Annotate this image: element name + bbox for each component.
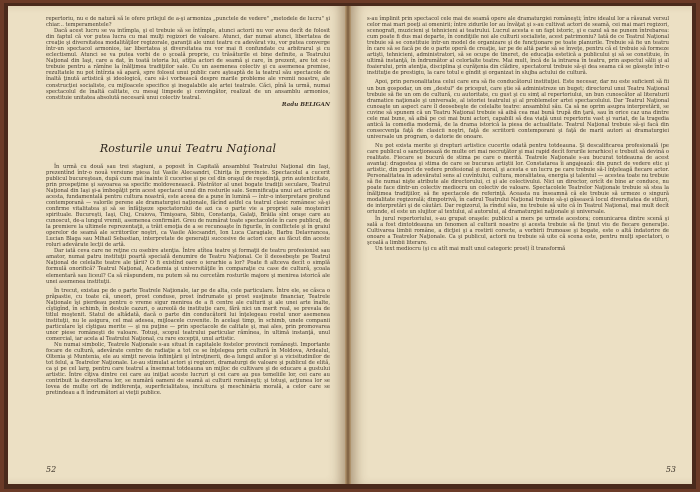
body-paragraph: Dar iată ceva care ne reţine cu osebire atenţia. Între atîtea teatre şi formaţii de teatru profesionist sau amator, numai patru instituţii poartă specială denumire de Teatru Naţional. Ce îl deosebeşte pe Teatrul Naţional de celelalte teatre ale ţării? O fi existînd oare o ierarhie a lor? Poate fi altceva decît o simplă formulă onorifică? Teatrul Naţional, Academia şi universităţile în comparaţie cu case de cultură, şcoala elementară sau liceul? Ca să răspundem, nu putem să nu cercetăm rosturile majore şi menirea istorică ale unei asemenea instituţii. <box>46 248 330 285</box>
article-title: Rosturile unui Teatru Naţional <box>99 141 277 155</box>
left-page <box>8 6 345 484</box>
body-paragraph: Apoi, prin personalitatea celui care era să fie conducătorul instituţiei. Este necesar, dar nu este suficient să fii un bun gospodar, un om „destul" de priceput, care ştie să administreze un buget; directorul unui Teatru Naţional trebuie să fie un om de cultură, cu autoritate, cu gust şi cu simţ al repertoriului, un bun cunoscător al literaturii dramatice naţionale şi universale, al istoriei teatrului şi al problemelor artei spectacolului. Dar Teatrul Naţional cunoaşte un aspect care îl deosebeşte de celelalte teatre: ansamblul său. Ca să ne oprim asupra interpretării, se cuvine să spunem că un Teatru Naţional trebuie să aibă cea mai bună trupă din ţară, sau în orice caz una dintre cele mai bune, să aibă pe cei mai buni actori, capabili să dea viaţă unui repertoriu vast şi variat, de la tragedia antică la comedia modernă, de la drama istorică la piesa de actualitate. Teatrul Naţional trebuie să-şi facă din consecvenţa faţă de clasicii noştri, faţă de scriitorii contemporani şi faţă de marii autori ai dramaturgiei universale un program, o datorie de onoare. <box>367 79 669 140</box>
intro-paragraph: repertoriu, nu e de natură să le ofere prilejul de a-şi armoniza „punctele de vedere" „metodele de lucru" şi chiar... temperamentele? <box>46 16 330 29</box>
body-paragraph: În jurul repertoriului, s-au grupat oraşele: publicul a mers pe urmele acestora; comunicarea dintre scenă şi sală a fost dintotdeauna un fenomen al culturii noastre şi acesta trebuie să fie ţinut viu de fiecare generaţie. Cultivarea limbii române, a dicţiei şi a rostirii corecte, a vorbirii frumoase şi bogate, este o altă îndatorire de onoare a Teatrelor Naţionale. Ca şi publicul, actorii nu trebuie să uite că scena este, pentru mulţi spectatori, o şcoală a limbii literare. <box>367 215 669 246</box>
open-book <box>4 3 696 489</box>
body-paragraph: În urmă cu două sau trei stagiuni, a poposit în Capitală ansamblul Teatrului Naţional din Iaşi, prezentînd într-o nouă versiune piesa lui Vasile Alecsandri, Chiriţa în provincie. Spectacolul a cucerit publicul bucureştean, după cum mai înainte îl cucerise şi pe cel din oraşul de reşedinţă, prin autenticitate, prin prospeţime şi savoarea sa specific moldovenească. Păstrător al unei bogate tradiţii seculare, Teatrul Naţional din Iaşi şi-a îmbogăţit prin acest spectacol unul din rosturile sale. Semnificaţia unui act artistic ca acesta, fundamentală pentru cultura noastră, este aceea de a pune în lumină — într-o interpretare profund contemporană — valorile perene ale dramaturgiei naţionale, făcînd astfel ca teatrul clasic românesc să-şi confirme vitalitatea şi să se înfăţişeze spectatorului de azi ca o parte vie a propriei sale moşteniri spirituale. Bucureşti, Iaşi, Cluj, Craiova, Timişoara, Sibiu, Constanţa, Galaţi, Brăila sînt oraşe care au cunoscut, de-a lungul vremii, asemenea confirmări. Greu de numărat toate spectacolele în care publicul, de la premiere la ultimele reprezentaţii, a trăit emoţia de a se recunoaşte în figurile, în conflictele şi în graiul operelor de seamă ale scriitorilor noştri, ca Vasile Alecsandri, Ion Luca Caragiale, Barbu Delavrancea, Lucian Blaga sau Mihail Sebastian, interpretate de generaţii succesive de actori care au făcut din aceste roluri adevărate lecţii de artă. <box>46 163 330 249</box>
body-paragraph: În trecut, existau pe de o parte Teatrele Naţionale, iar pe de alta, cele particulare. Între ele, se căsca o prăpastie, cu toate că, uneori, prost conduse, prost îndrumate şi prost susţinute financiar, Teatrele Naţionale îşi pierdeau pentru o vreme sigur menirea de a fi centre ale culturii şi ale unei arte înalte, cîştigînd, în schimb, în destule cazuri, o aureolă de instituţie care, fără nici un merit real, se prevala de titlul moştenit. Statul de altădată, dacă o parte din conducătorii lui înţelegeau rostul unor asemenea instituţii, nu le asigura, cel mai adesea, mijloacele cuvenite. În acelaşi timp, în schimb, unele companii particulare îşi cîştigau merite — şi nu puţine — prin spectacole de calitate şi, mai ales, prin promovarea unor piese româneşti de valoare. Totuşi, scopul teatrului particular rămînea, în ultimă instanţă, unul comercial, iar acela al Teatrului Naţional, cu rare excepţii, unul artistic. <box>46 287 330 342</box>
left-page-text-column <box>46 16 330 396</box>
body-paragraph: Nu numai simbolic, Teatrele Naţionale s-au situat în capitalele fostelor provincii româneşti. Importante focare de cultură, adevărate centre de radiaţie a tot ce se înţelegea prin cultură în Moldova, Ardealul, Oltenia şi Muntenia, ele au simţit nevoia înfiinţării şi întreţinerii, de-a lungul anilor şi a vicisitudinilor de tot felul, a Teatrelor Naţionale. Le-au stimulat actori şi regizori, dramaturgi de valoare şi publicul de elită, ca şi pe cel larg, pentru care teatrul a însemnat totdeauna un mijloc de cultivare şi de educare a gustului artistic. Între cîţiva dintre cei care au iniţiat aceste lucruri şi cei care au pus temeliile lor, cei care au contribuit la dezvoltarea lor, se numără oameni de seamă ai culturii româneşti; şi totuşi, acţiunea lor se lovea de multe ori de indiferenţa, superficialitatea, incultura şi meschinăria morală, a celor care se pretindeau a fi îndrumători ai vieţii publice. <box>46 342 330 397</box>
body-paragraph: s-au împlinit prin spectacol cele mai de seamă opere ale dramaturgiei româneşti; între idealul lor a răsunat versul celor mai mari poeţi ai omenirii; între zidurile lor au învăţat şi s-au cultivat actori de seamă, cei mai mari regizori, scenografi, muzicieni şi tehnicieni ai teatrului. Lucrul acesta e un fapt istoric, şi e cazul să ne punem întrebarea: cum poate fi dus mai departe, în condiţiile noi ale culturii socialiste, acest patrimoniu? Iată de ce Teatrul Naţional trebuie să se constituie într-un model de organizare şi de funcţionare pe toate planurile. Trebuie să fie un teatru în care să se facă pe de o parte operă de creaţie, iar pe de altă parte să se înveţe, pentru că el trebuie să formeze artişti, tehnicieni, administratori, să se ocupe de tineret, de educaţia estetică a publicului şi să se constituie, în ultimă instanţă, în îndrumător al celorlalte teatre. Mai mult, încă de la intrarea în teatru, prin aspectul sălii şi al foaierului, prin atenţia, disciplina şi curăţenia din clădire, spectatorul trebuie să-şi dea seama că se găseşte într-o instituţie de prestigiu, la care totul e gîndit şi organizat în slujba actului de cultură. <box>367 16 669 77</box>
page-number-left: 52 <box>46 465 57 474</box>
author-signature: Radu BELIGAN <box>281 101 330 108</box>
right-page <box>351 6 692 484</box>
body-paragraph: Un text mediocru (şi cu atît mai mult unul categoric prost) îl transformă <box>375 245 566 252</box>
right-page-text-column <box>367 16 669 252</box>
body-paragraph: Nu pot exista merite şi drepturi artistice cucerite odată pentru totdeauna. Şi descalificarea profesională (pe care publicul o sancţionează de multe ori mai necruţător şi mai rapid decît forurile ierarhice) e trebuit să devină o realitate. Fiecare se bucură de stima pe care o merită. Teatrele Naţionale s-au bucurat totdeauna de acest avantaj: dragostea şi stima de care se bucurau artiştii lor. Constatarea îi angajează: din punct de vedere etic şi artistic, din punct de vedere profesional şi moral, şi acesta e un lucru pe care trebuie să-l înţeleagă fiecare actor. Personalitatea în adevăratul sens al cuvîntului, cultura, moralitatea, energia şi talentul — acestea toate nu trebuie să fie numai nişte atribute ale directorului, ci şi ale colectivului. Nici un director, oricît de bine ar conduce, nu poate face dintr-un colectiv mediocru un colectiv de valoare. Spectacolele Teatrelor Naţionale trebuie să stea la înălţimea tradiţiilor, să fie spectacole de referinţă. Aceasta nu înseamnă că ele trebuie să urmeze o singură modalitate regizorală; dimpotrivă, în cadrul Teatrului Naţional trebuie să-şi găsească locul diversitatea de stiluri, de interpretări şi de căutări. Dar regizorul, la rîndul său, nu trebuie să uite că în Teatrul Naţional, mai mult decît oriunde, el este un slujitor al textului, al autorului, al dramaturgiei naţionale şi universale. <box>367 142 669 216</box>
intro-paragraph: Dacă acest lucru se va intîmpla, şi el trebuie să se întîmple, atunci actorii nu vor avea decît de folosit din faptul că vor putea lucra cu mai mulţi regizori de valoare. Atunci, dar numai atunci, libertatea de creaţie şi diversitatea modalităţilor regizorale, garanţii ale unui teatru cu adevărat viu, vor putea converge într-un spectacol armonios, iar libertatea şi diversitatea nu vor mai fi confundate cu arbitrarul şi cu eclectismul. Atunci se va putea vorbi de o şcoală proprie, cu trăsăturile ei bine definite, a Teatrului Naţional din Iaşi, care a dat, în toată istoria lui, atîţia actori de seamă şi care, în prezent, are tot ce-i trebuie pentru a rămîne la înălţimea tradiţiilor sale. Cu un asemenea colectiv şi cu asemenea premise, rezultatele nu pot întîrzia să apară, spre folosul unui public care aşteaptă de la teatrul său spectacole de înaltă ţinută artistică şi ideologică, care să-i vorbească despre marile probleme ale vremii noastre, ale construcţiei socialiste, cu mijloacele specifice şi inegalabile ale artei teatrale. Căci, pînă la urmă, numai spectacolul de înaltă calitate, cu mesaj limpede şi convingător, realizat de un ansamblu armonios, constituie unitatea absolută necesară unui colectiv teatral. <box>46 28 330 101</box>
page-number-right: 53 <box>665 465 676 474</box>
